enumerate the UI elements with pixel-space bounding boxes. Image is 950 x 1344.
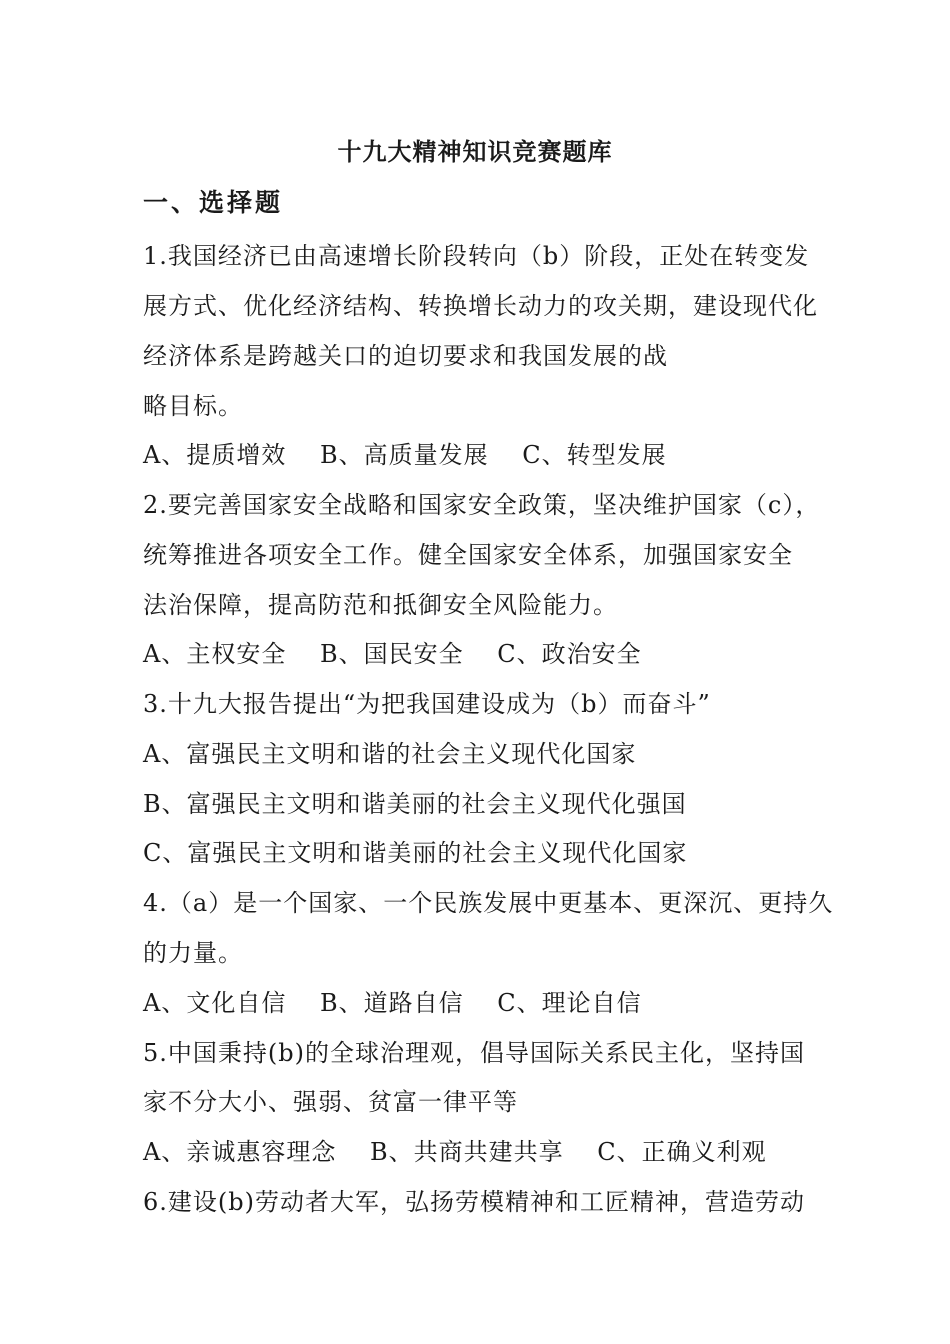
question-5-options: A、亲诚惠容理念 B、共商共建共享 C、正确义利观 <box>143 1138 767 1166</box>
question-2-line-2: 统筹推进各项安全工作。健全国家安全体系，加强国家安全 <box>143 541 793 569</box>
question-5-line-1: 5.中国秉持(b)的全球治理观，倡导国际关系民主化，坚持国 <box>143 1039 805 1067</box>
question-1-options: A、提质增效 B、高质量发展 C、转型发展 <box>143 441 667 469</box>
question-5-line-2: 家不分大小、强弱、贫富一律平等 <box>143 1088 518 1116</box>
question-1-line-3: 经济体系是跨越关口的迫切要求和我国发展的战 <box>143 342 668 370</box>
section-heading: 一、选择题 <box>143 188 284 217</box>
question-4-options: A、文化自信 B、道路自信 C、理论自信 <box>143 989 642 1017</box>
question-1-line-2: 展方式、优化经济结构、转换增长动力的攻关期，建设现代化 <box>143 292 818 320</box>
question-2-line-1: 2.要完善国家安全战略和国家安全政策，坚决维护国家（c）， <box>143 491 821 519</box>
document-title: 十九大精神知识竞赛题库 <box>337 137 613 166</box>
question-6-line-1: 6.建设(b)劳动者大军，弘扬劳模精神和工匠精神，营造劳动 <box>143 1188 805 1216</box>
question-4-line-1: 4.（a）是一个国家、一个民族发展中更基本、更深沉、更持久 <box>143 889 834 917</box>
question-2-line-3: 法治保障，提高防范和抵御安全风险能力。 <box>143 591 618 619</box>
question-1-line-1: 1.我国经济已由高速增长阶段转向（b）阶段，正处在转变发 <box>143 242 810 270</box>
question-4-line-2: 的力量。 <box>143 939 243 967</box>
question-1-line-4: 略目标。 <box>143 392 243 420</box>
question-3-line-1: 3.十九大报告提出“为把我国建设成为（b）而奋斗” <box>143 690 711 718</box>
question-3-option-b: B、富强民主文明和谐美丽的社会主义现代化强国 <box>143 790 687 818</box>
question-3-option-a: A、富强民主文明和谐的社会主义现代化国家 <box>143 740 637 768</box>
question-3-option-c: C、富强民主文明和谐美丽的社会主义现代化国家 <box>143 839 688 867</box>
question-2-options: A、主权安全 B、国民安全 C、政治安全 <box>143 640 642 668</box>
